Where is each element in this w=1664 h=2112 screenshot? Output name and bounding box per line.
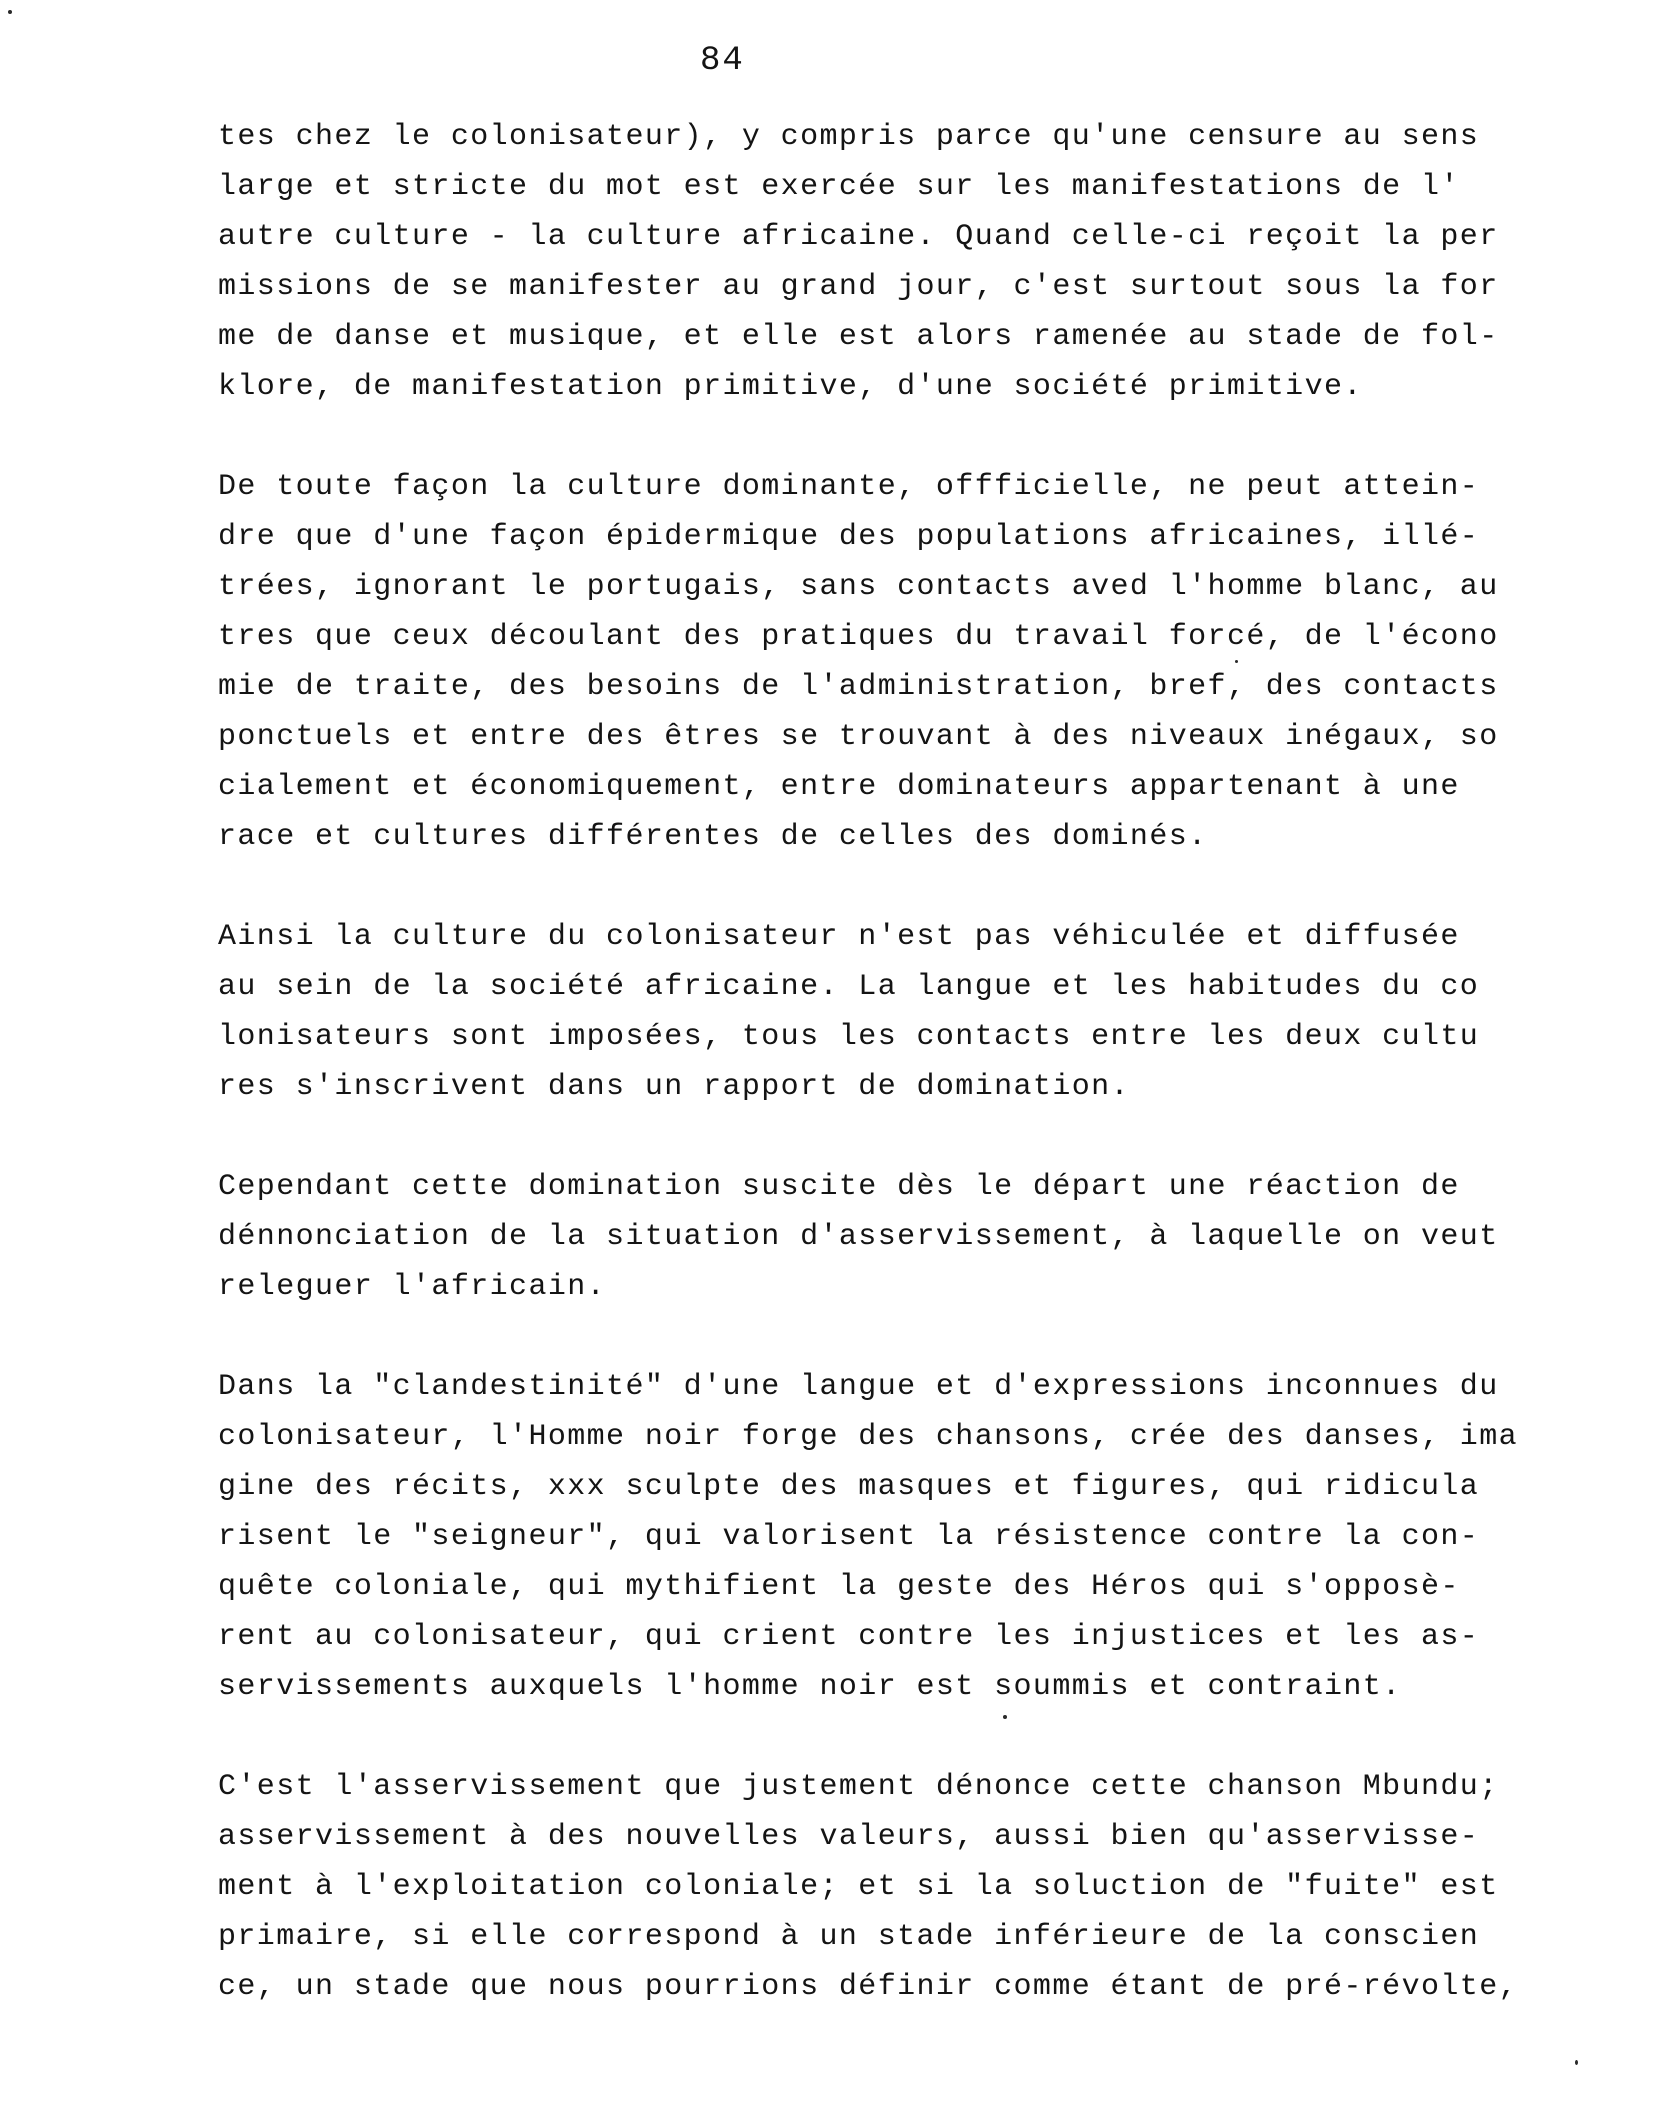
text-line: large et stricte du mot est exercée sur les manifestations de l' — [218, 170, 1460, 204]
paragraph-asservissement — [218, 1762, 1658, 2012]
scan-speck — [1575, 2060, 1578, 2065]
text-line: Cependant cette domination suscite dès le départ une réaction de — [218, 1170, 1460, 1204]
text-line: Ainsi la culture du colonisateur n'est pas véhiculée et diffusée — [218, 920, 1460, 954]
text-line: trées, ignorant le portugais, sans contacts aved l'homme blanc, au — [218, 570, 1499, 604]
text-line: missions de se manifester au grand jour, c'est surtout sous la for — [218, 270, 1499, 304]
body-text — [218, 112, 1658, 2062]
text-line: autre culture - la culture africaine. Quand celle-ci reçoit la per — [218, 220, 1499, 254]
text-line: klore, de manifestation primitive, d'une société primitive. — [218, 370, 1363, 404]
text-line: res s'inscrivent dans un rapport de domination. — [218, 1070, 1130, 1104]
text-line: lonisateurs sont imposées, tous les contacts entre les deux cultu — [218, 1020, 1480, 1054]
text-line: au sein de la société africaine. La langue et les habitudes du co — [218, 970, 1480, 1004]
text-line: C'est l'asservissement que justement dénonce cette chanson Mbundu; — [218, 1770, 1499, 1804]
scan-speck — [8, 10, 12, 14]
text-line: cialement et économiquement, entre dominateurs appartenant à une — [218, 770, 1460, 804]
paragraph-censure — [218, 112, 1658, 412]
paragraph-domination — [218, 1162, 1658, 1312]
text-line: quête coloniale, qui mythifient la geste des Héros qui s'opposè- — [218, 1570, 1460, 1604]
text-line: mie de traite, des besoins de l'administration, bref, des contacts — [218, 670, 1499, 704]
text-line: primaire, si elle correspond à un stade inférieure de la conscien — [218, 1920, 1480, 1954]
text-line: releguer l'africain. — [218, 1270, 607, 1304]
text-line: De toute façon la culture dominante, offficielle, ne peut attein- — [218, 470, 1480, 504]
scan-speck — [1003, 1715, 1007, 1719]
text-line: ment à l'exploitation coloniale; et si la soluction de "fuite" est — [218, 1870, 1499, 1904]
scan-speck — [1235, 660, 1238, 663]
text-line: race et cultures différentes de celles des dominés. — [218, 820, 1208, 854]
text-line: tres que ceux découlant des pratiques du travail forcé, de l'écono — [218, 620, 1499, 654]
text-line: ce, un stade que nous pourrions définir comme étant de pré-révolte, — [218, 1970, 1518, 2004]
text-line: rent au colonisateur, qui crient contre les injustices et les as- — [218, 1620, 1480, 1654]
text-line: dénnonciation de la situation d'asservissement, à laquelle on veut — [218, 1220, 1499, 1254]
text-line: asservissement à des nouvelles valeurs, aussi bien qu'asservisse- — [218, 1820, 1480, 1854]
text-line: gine des récits, xxx sculpte des masques et figures, qui ridicula — [218, 1470, 1480, 1504]
text-line: colonisateur, l'Homme noir forge des chansons, crée des danses, ima — [218, 1420, 1518, 1454]
paragraph-culture-dominante — [218, 462, 1658, 862]
page-number: 84 — [700, 42, 745, 80]
text-line: ponctuels et entre des êtres se trouvant à des niveaux inégaux, so — [218, 720, 1499, 754]
text-line: risent le "seigneur", qui valorisent la résistence contre la con- — [218, 1520, 1480, 1554]
text-line: dre que d'une façon épidermique des populations africaines, illé- — [218, 520, 1480, 554]
paragraph-clandestinite — [218, 1362, 1658, 1712]
text-line: tes chez le colonisateur), y compris parce qu'une censure au sens — [218, 120, 1480, 154]
text-line: servissements auxquels l'homme noir est soummis et contraint. — [218, 1670, 1402, 1704]
paragraph-culture-colonisateur — [218, 912, 1658, 1112]
text-line: Dans la "clandestinité" d'une langue et d'expressions inconnues du — [218, 1370, 1499, 1404]
text-line: me de danse et musique, et elle est alors ramenée au stade de fol- — [218, 320, 1499, 354]
